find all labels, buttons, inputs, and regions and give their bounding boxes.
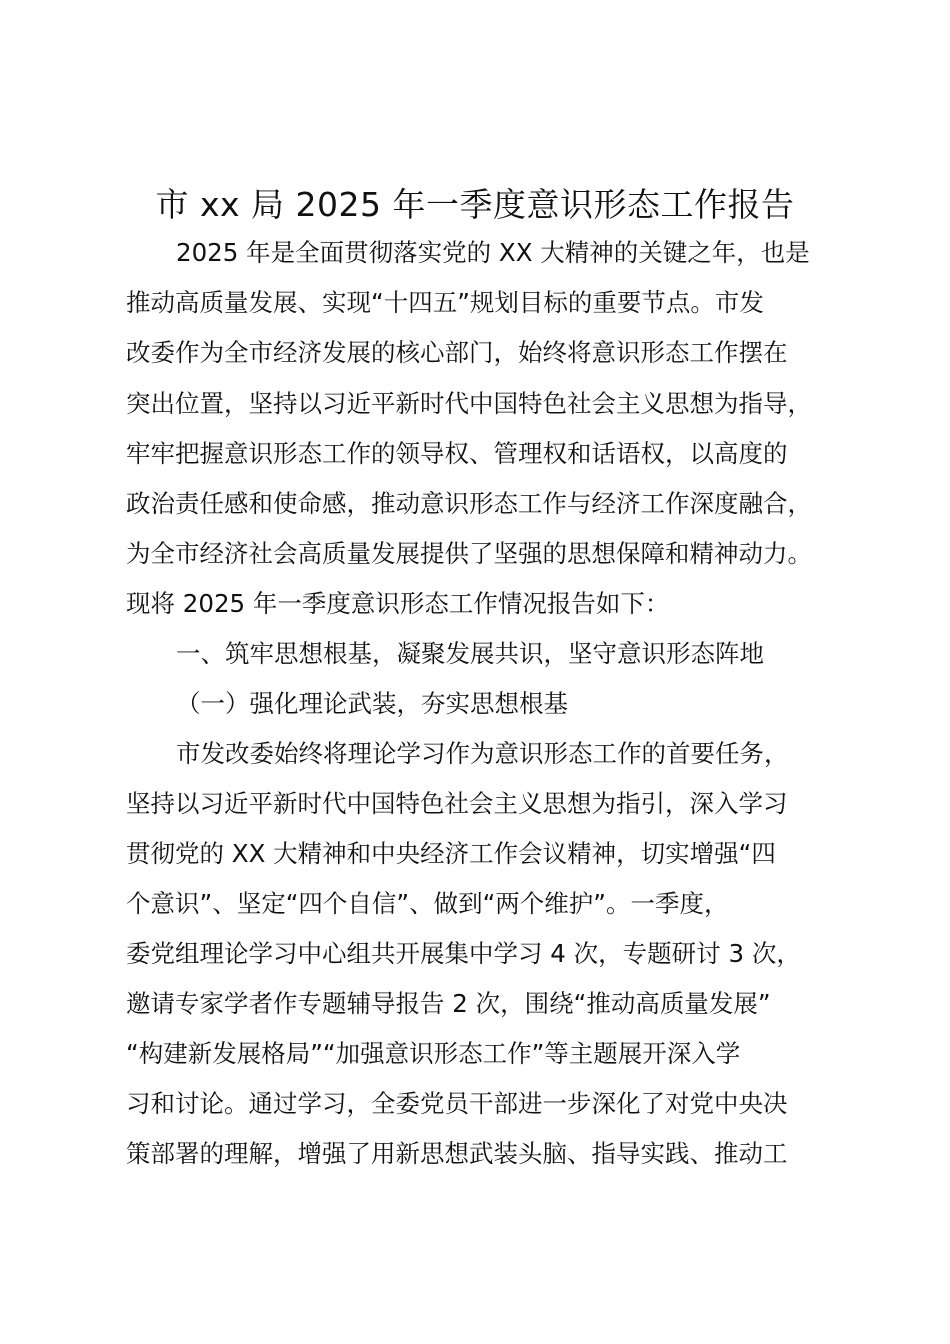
paragraph-line: 邀请专家学者作专题辅导报告 2 次，围绕“推动高质量发展” (126, 989, 771, 1018)
paragraph-line: 贯彻党的 XX 大精神和中央经济工作会议精神，切实增强“四 (126, 839, 776, 868)
paragraph-line: 委党组理论学习中心组共开展集中学习 4 次，专题研讨 3 次， (126, 939, 801, 968)
paragraph-line: 现将 2025 年一季度意识形态工作情况报告如下： (126, 589, 670, 618)
section-heading: 一、筑牢思想根基，凝聚发展共识，坚守意识形态阵地 (176, 639, 764, 668)
paragraph-line: 策部署的理解，增强了用新思想武装头脑、指导实践、推动工 (126, 1139, 788, 1168)
paragraph-line: 坚持以习近平新时代中国特色社会主义思想为指引，深入学习 (126, 789, 788, 818)
document-title: 市 xx 局 2025 年一季度意识形态工作报告 (155, 185, 795, 224)
subsection-heading: （一）强化理论武装，夯实思想根基 (176, 689, 568, 718)
paragraph-line: 市发改委始终将理论学习作为意识形态工作的首要任务， (176, 739, 789, 768)
paragraph-line: 牢牢把握意识形态工作的领导权、管理权和话语权，以高度的 (126, 439, 788, 468)
paragraph-line: 推动高质量发展、实现“十四五”规划目标的重要节点。市发 (126, 288, 764, 317)
paragraph-line: 为全市经济社会高质量发展提供了坚强的思想保障和精神动力。 (126, 539, 812, 568)
paragraph-line: 个意识”、坚定“四个自信”、做到“两个维护”。一季度， (126, 889, 729, 918)
paragraph-line: 政治责任感和使命感，推动意识形态工作与经济工作深度融合， (126, 489, 812, 518)
paragraph-line: 2025 年是全面贯彻落实党的 XX 大精神的关键之年，也是 (176, 238, 810, 267)
paragraph-line: 突出位置，坚持以习近平新时代中国特色社会主义思想为指导， (126, 389, 812, 418)
paragraph-line: 习和讨论。通过学习，全委党员干部进一步深化了对党中央决 (126, 1089, 788, 1118)
paragraph-line: “构建新发展格局”“加强意识形态工作”等主题展开深入学 (126, 1039, 741, 1068)
paragraph-line: 改委作为全市经济发展的核心部门，始终将意识形态工作摆在 (126, 338, 788, 367)
